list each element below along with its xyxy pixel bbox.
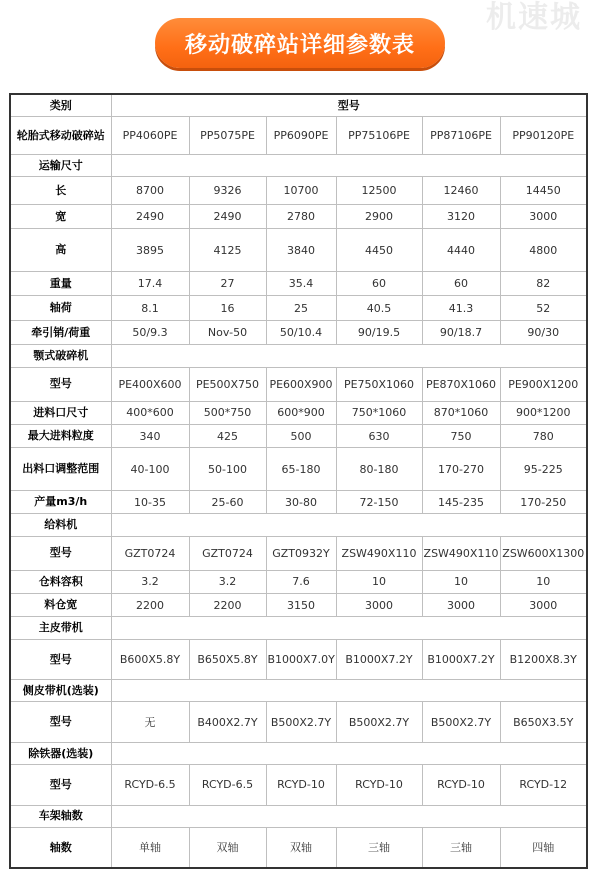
- value-cell: B650X5.8Y: [189, 639, 266, 679]
- value-cell: 80-180: [336, 448, 422, 491]
- table-row: [10, 639, 587, 679]
- value-cell: 单轴: [111, 827, 189, 868]
- value-cell: RCYD-10: [266, 765, 336, 805]
- table-row: [10, 272, 587, 296]
- value-cell: PE400X600: [111, 367, 189, 401]
- section-title-cell: 运输尺寸: [10, 155, 111, 177]
- section-header-row: [10, 155, 587, 177]
- value-cell: PE600X900: [266, 367, 336, 401]
- section-title-cell: 车架轴数: [10, 805, 111, 827]
- value-cell: 10700: [266, 177, 336, 205]
- row-label-cell: 型号: [10, 367, 111, 401]
- row-label-cell: 高: [10, 229, 111, 272]
- value-cell: 2490: [111, 205, 189, 229]
- value-cell: 10: [336, 570, 422, 593]
- value-cell: 无: [111, 702, 189, 742]
- value-cell: 2900: [336, 205, 422, 229]
- value-cell: B1000X7.2Y: [336, 639, 422, 679]
- value-cell: 3120: [422, 205, 500, 229]
- value-cell: 600*900: [266, 401, 336, 424]
- value-cell: 10-35: [111, 490, 189, 513]
- value-cell: 60: [422, 272, 500, 296]
- table-row: [10, 570, 587, 593]
- value-cell: 3000: [500, 205, 587, 229]
- table-row: [10, 229, 587, 272]
- table-row: [10, 205, 587, 229]
- row-label-cell: 最大进料粒度: [10, 425, 111, 448]
- value-cell: 90/18.7: [422, 320, 500, 344]
- section-header-row: [10, 742, 587, 764]
- value-cell: B1000X7.2Y: [422, 639, 500, 679]
- value-cell: 630: [336, 425, 422, 448]
- row-label-cell: 型号: [10, 765, 111, 805]
- section-blank-cell: [111, 345, 587, 367]
- header-category-cell: 类别: [10, 94, 111, 116]
- section-header-row: [10, 617, 587, 639]
- page-title-banner: 移动破碎站详细参数表: [155, 18, 445, 68]
- value-cell: 10: [500, 570, 587, 593]
- value-cell: 3.2: [189, 570, 266, 593]
- table-row: [10, 401, 587, 424]
- value-cell: 170-270: [422, 448, 500, 491]
- value-cell: 40-100: [111, 448, 189, 491]
- section-title-cell: 颚式破碎机: [10, 345, 111, 367]
- value-cell: B1200X8.3Y: [500, 639, 587, 679]
- table-row: [10, 320, 587, 344]
- value-cell: 72-150: [336, 490, 422, 513]
- table-row: [10, 490, 587, 513]
- value-cell: B400X2.7Y: [189, 702, 266, 742]
- value-cell: 40.5: [336, 296, 422, 320]
- watermark-text: 机速城: [486, 0, 582, 35]
- value-cell: 340: [111, 425, 189, 448]
- header-model-cell: 型号: [111, 94, 587, 116]
- value-cell: 10: [422, 570, 500, 593]
- table-header-row: [10, 94, 587, 116]
- table-row: [10, 702, 587, 742]
- section-title-cell: 侧皮带机(选装): [10, 680, 111, 702]
- value-cell: 3000: [500, 594, 587, 617]
- value-cell: PE500X750: [189, 367, 266, 401]
- section-blank-cell: [111, 680, 587, 702]
- row-label-cell: 型号: [10, 639, 111, 679]
- value-cell: 3150: [266, 594, 336, 617]
- row-label-cell: 轴数: [10, 827, 111, 868]
- value-cell: RCYD-12: [500, 765, 587, 805]
- value-cell: 8700: [111, 177, 189, 205]
- value-cell: ZSW490X110: [336, 536, 422, 570]
- table-row: [10, 296, 587, 320]
- value-cell: Nov-50: [189, 320, 266, 344]
- section-blank-cell: [111, 155, 587, 177]
- row-label-cell: 牵引销/荷重: [10, 320, 111, 344]
- value-cell: 2200: [189, 594, 266, 617]
- value-cell: 60: [336, 272, 422, 296]
- table-row: [10, 765, 587, 805]
- value-cell: 2490: [189, 205, 266, 229]
- row-label-cell: 轴荷: [10, 296, 111, 320]
- value-cell: 82: [500, 272, 587, 296]
- table-row: [10, 177, 587, 205]
- value-cell: B500X2.7Y: [266, 702, 336, 742]
- model-row: [10, 116, 587, 154]
- value-cell: GZT0724: [111, 536, 189, 570]
- table-row: [10, 594, 587, 617]
- table-row: [10, 827, 587, 868]
- row-label-cell: 出料口调整范围: [10, 448, 111, 491]
- value-cell: 65-180: [266, 448, 336, 491]
- model-name-cell: PP4060PE: [111, 116, 189, 154]
- row-label-cell: 进料口尺寸: [10, 401, 111, 424]
- value-cell: 4450: [336, 229, 422, 272]
- value-cell: RCYD-6.5: [189, 765, 266, 805]
- value-cell: 750: [422, 425, 500, 448]
- section-title-cell: 除铁器(选装): [10, 742, 111, 764]
- value-cell: B500X2.7Y: [336, 702, 422, 742]
- value-cell: PE870X1060: [422, 367, 500, 401]
- table-row: [10, 536, 587, 570]
- model-name-cell: PP6090PE: [266, 116, 336, 154]
- value-cell: 90/19.5: [336, 320, 422, 344]
- value-cell: 27: [189, 272, 266, 296]
- row-label-cell: 仓料容积: [10, 570, 111, 593]
- row-label-cell: 型号: [10, 702, 111, 742]
- model-name-cell: PP90120PE: [500, 116, 587, 154]
- value-cell: 50-100: [189, 448, 266, 491]
- section-title-cell: 给料机: [10, 514, 111, 536]
- value-cell: 41.3: [422, 296, 500, 320]
- table-row: [10, 425, 587, 448]
- value-cell: B650X3.5Y: [500, 702, 587, 742]
- value-cell: 52: [500, 296, 587, 320]
- value-cell: 17.4: [111, 272, 189, 296]
- value-cell: 4125: [189, 229, 266, 272]
- value-cell: PE900X1200: [500, 367, 587, 401]
- section-blank-cell: [111, 742, 587, 764]
- value-cell: 双轴: [266, 827, 336, 868]
- value-cell: 425: [189, 425, 266, 448]
- value-cell: 双轴: [189, 827, 266, 868]
- row-label-cell: 重量: [10, 272, 111, 296]
- section-blank-cell: [111, 805, 587, 827]
- value-cell: 900*1200: [500, 401, 587, 424]
- value-cell: B500X2.7Y: [422, 702, 500, 742]
- value-cell: 750*1060: [336, 401, 422, 424]
- value-cell: 95-225: [500, 448, 587, 491]
- value-cell: 2780: [266, 205, 336, 229]
- value-cell: 16: [189, 296, 266, 320]
- value-cell: 50/9.3: [111, 320, 189, 344]
- value-cell: GZT0932Y: [266, 536, 336, 570]
- value-cell: PE750X1060: [336, 367, 422, 401]
- section-header-row: [10, 805, 587, 827]
- row-label-cell: 型号: [10, 536, 111, 570]
- value-cell: 3840: [266, 229, 336, 272]
- value-cell: 三轴: [422, 827, 500, 868]
- value-cell: 12460: [422, 177, 500, 205]
- value-cell: 9326: [189, 177, 266, 205]
- section-blank-cell: [111, 617, 587, 639]
- model-label-cell: 轮胎式移动破碎站: [10, 116, 111, 154]
- value-cell: 8.1: [111, 296, 189, 320]
- value-cell: RCYD-10: [336, 765, 422, 805]
- value-cell: 4800: [500, 229, 587, 272]
- value-cell: 780: [500, 425, 587, 448]
- value-cell: 14450: [500, 177, 587, 205]
- section-header-row: [10, 680, 587, 702]
- section-title-cell: 主皮带机: [10, 617, 111, 639]
- spec-table: [9, 93, 588, 869]
- value-cell: 90/30: [500, 320, 587, 344]
- value-cell: 3.2: [111, 570, 189, 593]
- value-cell: 2200: [111, 594, 189, 617]
- table-row: [10, 448, 587, 491]
- value-cell: RCYD-10: [422, 765, 500, 805]
- model-name-cell: PP87106PE: [422, 116, 500, 154]
- value-cell: 7.6: [266, 570, 336, 593]
- value-cell: ZSW600X1300: [500, 536, 587, 570]
- value-cell: 500: [266, 425, 336, 448]
- row-label-cell: 宽: [10, 205, 111, 229]
- value-cell: B600X5.8Y: [111, 639, 189, 679]
- value-cell: 25: [266, 296, 336, 320]
- value-cell: B1000X7.0Y: [266, 639, 336, 679]
- value-cell: 50/10.4: [266, 320, 336, 344]
- row-label-cell: 产量m3/h: [10, 490, 111, 513]
- section-blank-cell: [111, 514, 587, 536]
- value-cell: 30-80: [266, 490, 336, 513]
- model-name-cell: PP5075PE: [189, 116, 266, 154]
- value-cell: RCYD-6.5: [111, 765, 189, 805]
- value-cell: 4440: [422, 229, 500, 272]
- section-header-row: [10, 514, 587, 536]
- value-cell: 145-235: [422, 490, 500, 513]
- value-cell: 400*600: [111, 401, 189, 424]
- value-cell: 35.4: [266, 272, 336, 296]
- value-cell: 500*750: [189, 401, 266, 424]
- value-cell: 三轴: [336, 827, 422, 868]
- value-cell: 3895: [111, 229, 189, 272]
- value-cell: GZT0724: [189, 536, 266, 570]
- value-cell: 3000: [336, 594, 422, 617]
- value-cell: 170-250: [500, 490, 587, 513]
- value-cell: 12500: [336, 177, 422, 205]
- section-header-row: [10, 345, 587, 367]
- value-cell: ZSW490X110: [422, 536, 500, 570]
- row-label-cell: 料仓宽: [10, 594, 111, 617]
- model-name-cell: PP75106PE: [336, 116, 422, 154]
- value-cell: 25-60: [189, 490, 266, 513]
- value-cell: 四轴: [500, 827, 587, 868]
- table-row: [10, 367, 587, 401]
- value-cell: 870*1060: [422, 401, 500, 424]
- row-label-cell: 长: [10, 177, 111, 205]
- value-cell: 3000: [422, 594, 500, 617]
